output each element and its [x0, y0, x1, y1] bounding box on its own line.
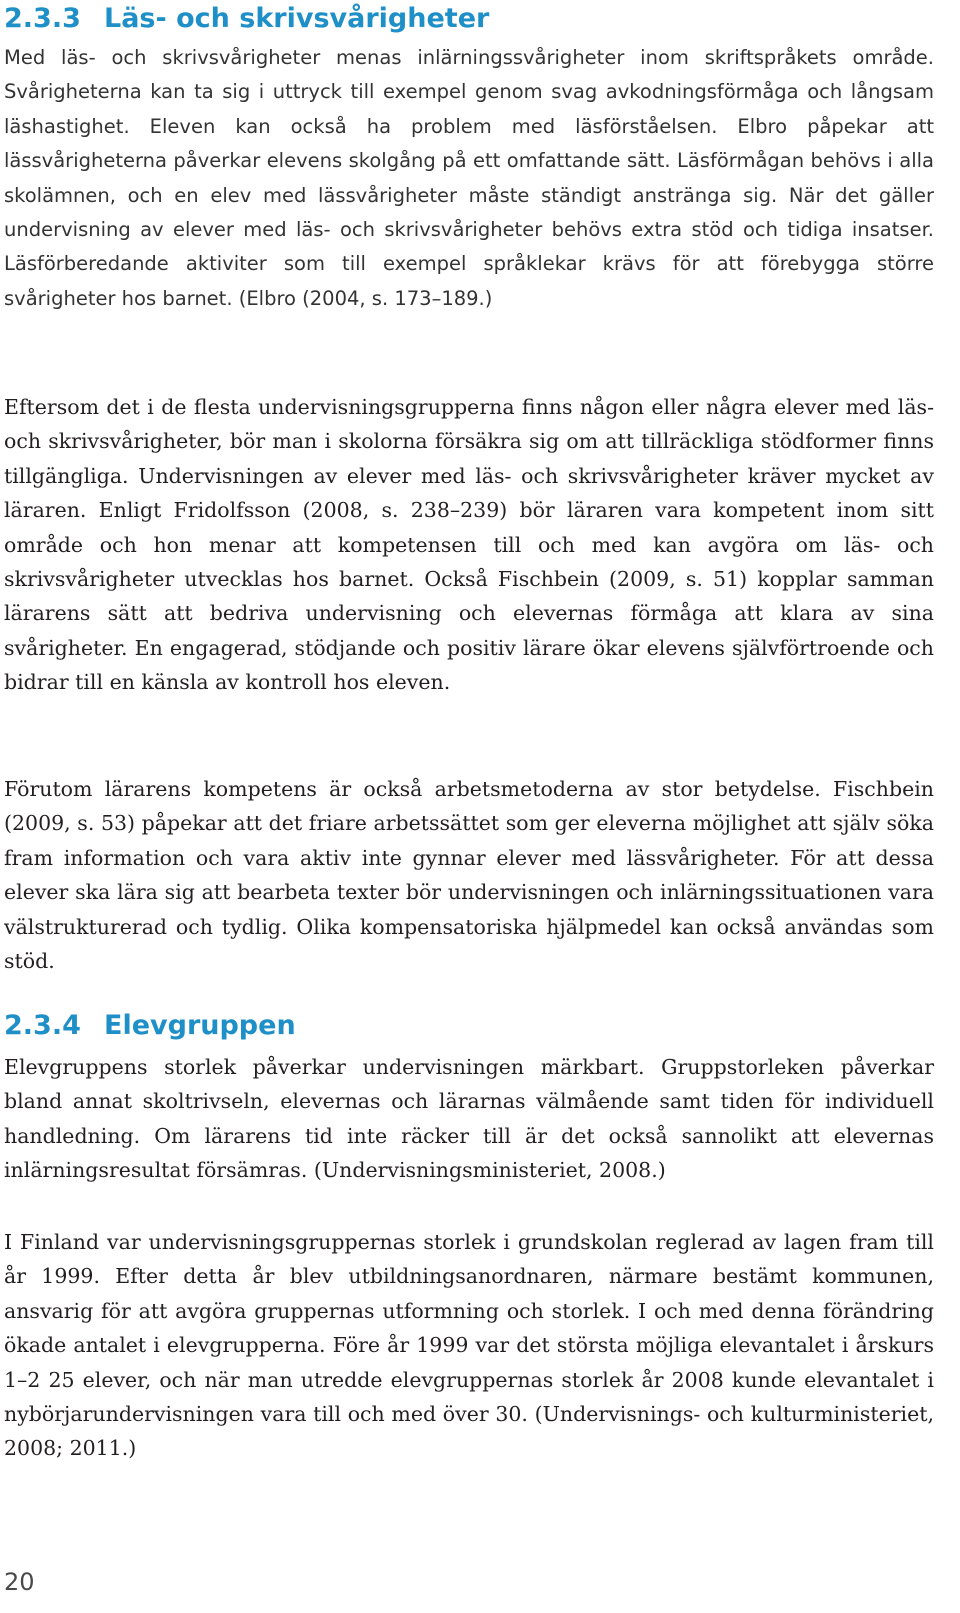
- section-number: 2.3.4: [4, 1010, 81, 1041]
- paragraph: Förutom lärarens kompetens är också arbetsmetoderna av stor betydelse. Fischbein (2009, s. 53) påpekar att det friare arbetssättet som ger eleverna möjlighet att själv söka fram information och vara aktiv inte gynnar elever med lässvårigheter. För att dessa elever ska lära sig att bearbeta texter bör undervisningen och inlärningssituationen vara välstrukturerad och tydlig. Olika kompensatoriska hjälpmedel kan också användas som stöd.: [4, 777, 934, 974]
- section-number: 2.3.3: [4, 3, 81, 34]
- section-title: Läs- och skrivsvårigheter: [104, 3, 490, 34]
- paragraph: Med läs- och skrivsvårigheter menas inlärningssvårigheter inom skriftspråkets område. Svårigheterna kan ta sig i uttryck till exempel genom svag avkodningsförmåga och långsam läshastighet. Eleven kan också ha problem med läsförståelsen. Elbro påpekar att lässvårigheterna påverkar elevens skolgång på ett omfattande sätt. Läsförmågan behövs i alla skolämnen, och en elev med lässvårigheter måste ständigt anstränga sig. När det gäller undervisning av elever med läs- och skrivsvårigheter behövs extra stöd och tidiga insatser. Läsförberedande aktiviter som till exempel språklekar krävs för att förebygga större svårigheter hos barnet. (Elbro (2004, s. 173–189.): [4, 46, 934, 310]
- section-title: Elevgruppen: [104, 1010, 296, 1041]
- section-heading-2-3-4: [4, 1009, 296, 1043]
- page-number: 20: [4, 1568, 35, 1596]
- paragraph: Eftersom det i de flesta undervisningsgrupperna finns någon eller några elever med läs- och skrivsvårigheter, bör man i skolorna försäkra sig om att tillräckliga stödformer finns tillgängliga. Undervisningen av elever med läs- och skrivsvårigheter kräver mycket av läraren. Enligt Fridolfsson (2008, s. 238–239) bör läraren vara kompetent inom sitt område och hon menar att kompetensen till och med kan avgöra om läs- och skrivsvårigheter utvecklas hos barnet. Också Fischbein (2009, s. 51) kopplar samman lärarens sätt att bedriva undervisning och elevernas förmåga att klara av sina svårigheter. En engagerad, stödjande och positiv lärare ökar elevens självförtroende och bidrar till en känsla av kontroll hos eleven.: [4, 395, 934, 695]
- section-heading-2-3-3: [4, 2, 489, 36]
- paragraph: Elevgruppens storlek påverkar undervisningen märkbart. Gruppstorleken påverkar bland annat skoltrivseln, elevernas och lärarnas välmående samt tiden för individuell handledning. Om lärarens tid inte räcker till är det också sannolikt att elevernas inlärningsresultat försämras. (Undervisningsministeriet, 2008.): [4, 1055, 934, 1183]
- paragraph: I Finland var undervisningsgruppernas storlek i grundskolan reglerad av lagen fram till år 1999. Efter detta år blev utbildningsanordnaren, närmare bestämt kommunen, ansvarig för att avgöra gruppernas utformning och storlek. I och med denna förändring ökade antalet i elevgrupperna. Före år 1999 var det största möjliga elevantalet i årskurs 1–2 25 elever, och när man utredde elevgruppernas storlek år 2008 kunde elevantalet i nybörjarundervisningen vara till och med över 30. (Undervisnings- och kulturministeriet, 2008; 2011.): [4, 1230, 934, 1461]
